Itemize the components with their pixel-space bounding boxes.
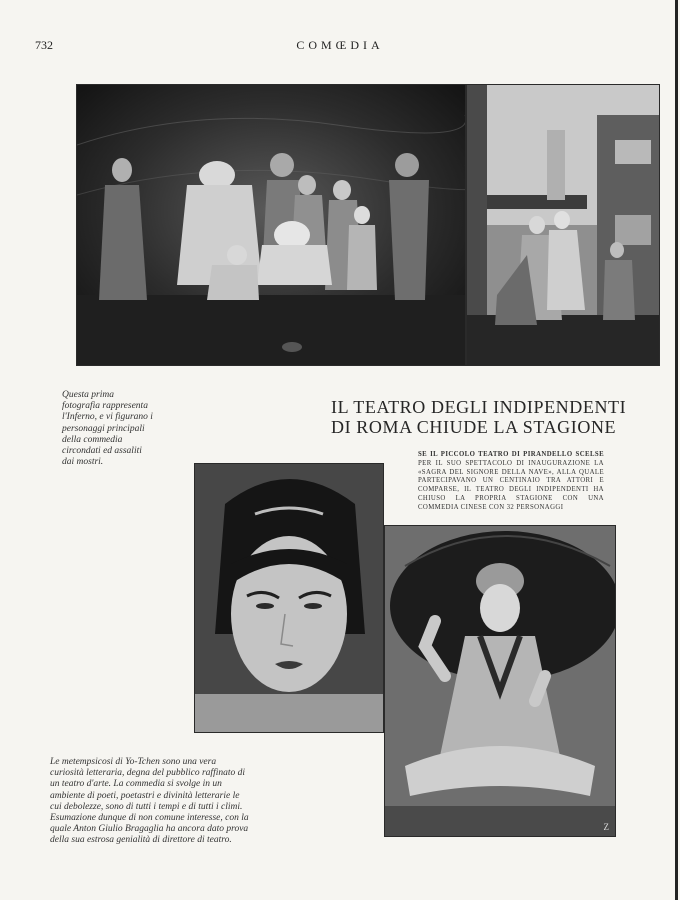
deck-rest: PER IL SUO SPETTACOLO DI INAUGURAZIONE LA «SAGRA DEL SIGNORE DELLA NAVE», ALLA QUALE PARTECIPAVANO UN CENTINAIO TRA ATTORI E COMPARSE, IL TEATRO DEGLI INDIPENDENTI HA CHIUSO LA PROPRIA STAGIONE CON UNA COMMEDIA CINESE CON 32 PERSONAGGI — [418, 459, 604, 511]
deck-lead: SE IL PICCOLO TEATRO DI PIRANDELLO SCELSE — [418, 451, 604, 458]
street-scene-photo — [466, 84, 660, 366]
scan-edge — [675, 0, 678, 900]
actress-portrait-photo — [194, 463, 384, 733]
inferno-stage-photo — [76, 84, 466, 366]
inferno-photo-caption: Questa prima fotografia rappresenta l'Inferno, e vi figurano i personaggi principali della commedia circondati ed assaliti dai mostri. — [62, 390, 153, 468]
article-deck — [418, 451, 604, 513]
photo-credit-mark: Z — [603, 822, 609, 832]
article-headline-line1: IL TEATRO DEGLI INDIPENDENTI — [331, 397, 627, 417]
magazine-title: COMŒDIA — [296, 38, 384, 52]
article-headline-line2: DI ROMA CHIUDE LA STAGIONE — [331, 417, 617, 437]
metempsicosi-caption: Le metempsicosi di Yo-Tchen sono una vera curiosità letteraria, degna del pubblico raffinato di un teatro d'arte. La commedia si svolge in un ambiente di poeti, poetastri e divinità letterarie le cui debolezze, sono di tutti i tempi e di tutti i climi. Esumazione dunque di non comune interesse, con la quale Anton Giulio Bragaglia ha ancora dato prova della sua estrosa genialità di direttore di teatro. — [50, 757, 249, 846]
seated-actress-photo — [384, 525, 616, 837]
page-number: 732 — [35, 38, 53, 52]
